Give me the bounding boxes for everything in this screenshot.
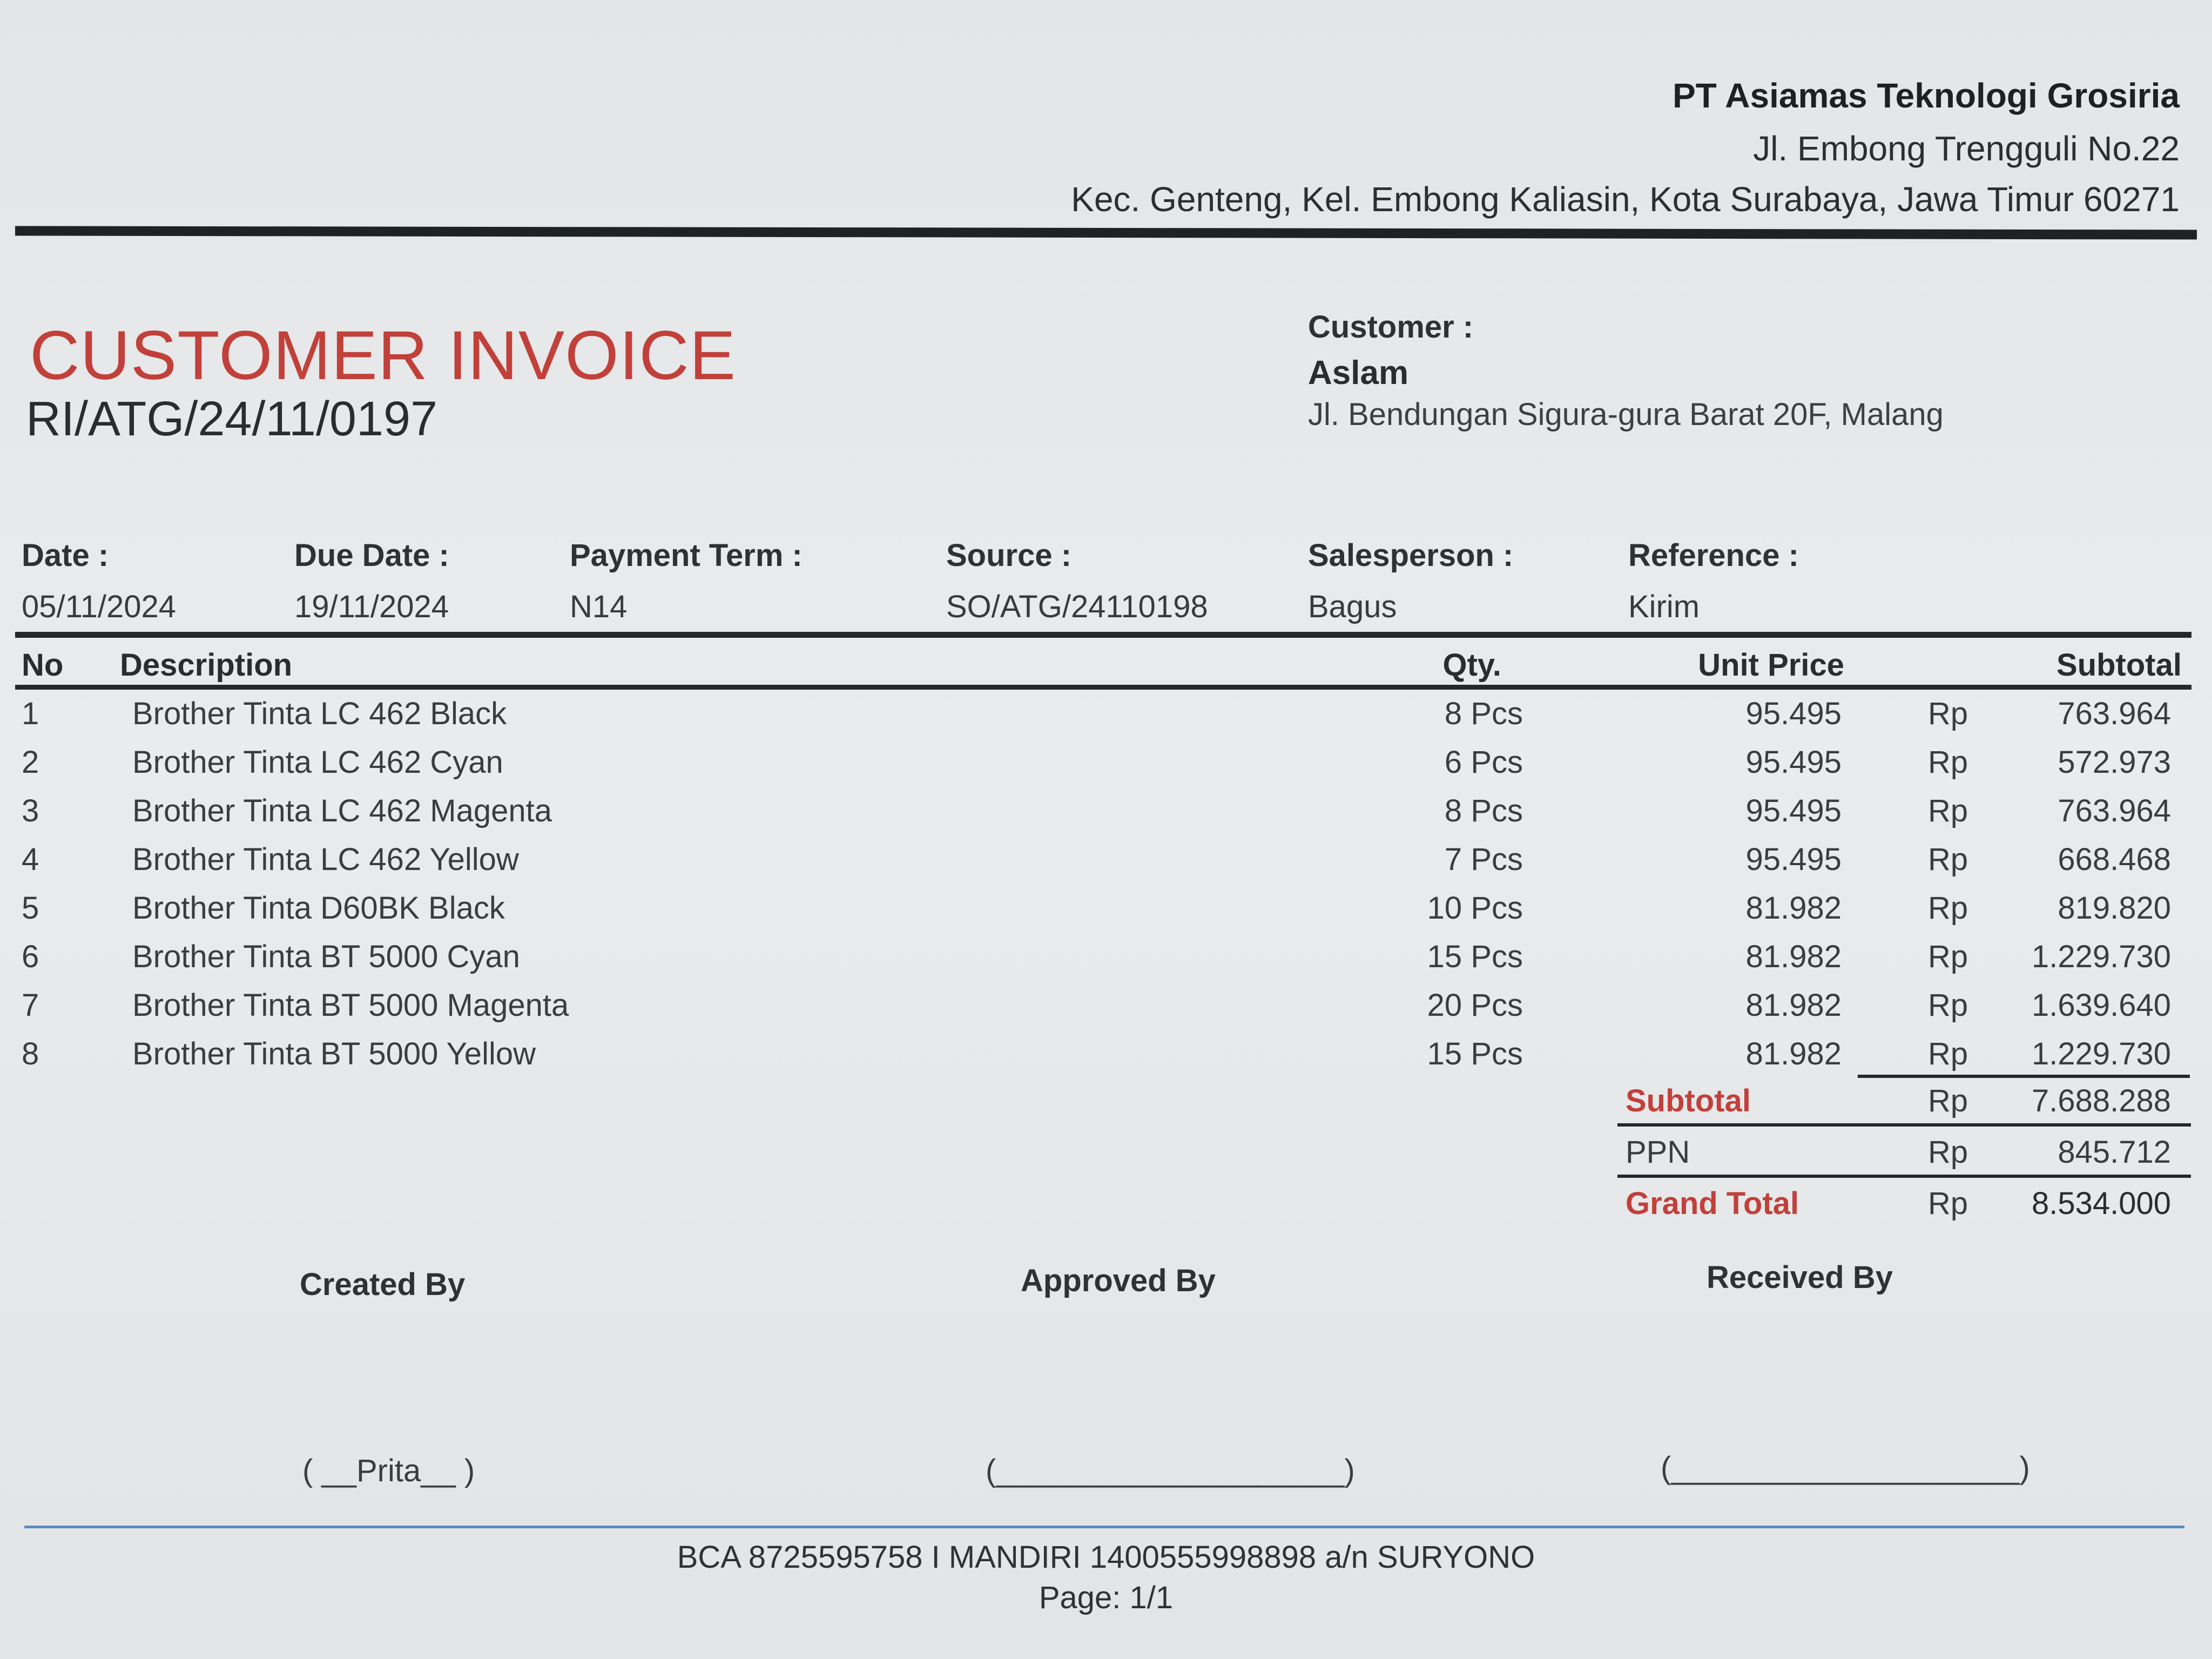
table-row [0, 939, 2212, 987]
row-qty [1404, 841, 1523, 878]
row-qty-value: 15 [1427, 1036, 1462, 1071]
row-number: 1 [22, 696, 39, 731]
row-number: 3 [22, 793, 39, 828]
row-currency: Rp [1928, 696, 1968, 731]
row-subtotal: 1.229.730 [2031, 1036, 2171, 1071]
column-header-subtotal: Subtotal [2056, 648, 2182, 683]
created-by-name: ( __Prita__ ) [302, 1453, 475, 1488]
row-description: Brother Tinta BT 5000 Cyan [132, 939, 520, 974]
received-by-label: Received By [1707, 1260, 1893, 1295]
row-qty [1404, 1036, 1523, 1072]
salesperson-value: Bagus [1308, 589, 1397, 624]
customer-label: Customer : [1308, 309, 1474, 345]
row-number: 2 [22, 745, 39, 780]
column-header-no: No [22, 648, 64, 683]
row-description: Brother Tinta LC 462 Black [132, 696, 507, 731]
row-currency: Rp [1928, 988, 1968, 1023]
row-qty-value: 20 [1427, 988, 1462, 1023]
row-qty [1404, 890, 1523, 926]
due-date-label: Due Date : [294, 538, 449, 573]
row-uom: Pcs [1471, 745, 1523, 780]
grand-total-row [0, 1185, 2212, 1234]
table-row [0, 744, 2212, 793]
row-subtotal: 572.973 [2058, 745, 2171, 780]
row-subtotal: 668.468 [2058, 842, 2171, 877]
created-by-label: Created By [300, 1267, 466, 1302]
salesperson-label: Salesperson : [1308, 538, 1514, 573]
customer-address: Jl. Bendungan Sigura-gura Barat 20F, Malang [1308, 397, 1944, 432]
row-description: Brother Tinta BT 5000 Yellow [132, 1036, 536, 1071]
subtotal-divider [1858, 1075, 2190, 1078]
row-unit-price: 95.495 [1745, 842, 1842, 877]
row-uom: Pcs [1471, 988, 1523, 1023]
row-unit-price: 81.982 [1745, 939, 1842, 974]
row-uom: Pcs [1471, 939, 1523, 974]
row-number: 8 [22, 1036, 39, 1071]
subtotal-value: 7.688.288 [2031, 1083, 2171, 1118]
row-unit-price: 81.982 [1745, 891, 1842, 926]
row-subtotal: 1.639.640 [2031, 988, 2171, 1023]
table-row [0, 696, 2212, 744]
row-description: Brother Tinta LC 462 Yellow [132, 842, 519, 877]
row-subtotal: 1.229.730 [2031, 939, 2171, 974]
row-unit-price: 95.495 [1745, 793, 1842, 828]
row-qty [1404, 939, 1523, 975]
column-header-description: Description [120, 648, 293, 683]
row-number: 5 [22, 891, 39, 926]
row-uom: Pcs [1471, 891, 1523, 926]
row-qty [1404, 793, 1523, 829]
row-uom: Pcs [1471, 793, 1523, 828]
column-header-qty: Qty. [1442, 648, 1501, 683]
table-row [0, 890, 2212, 939]
row-qty [1404, 987, 1523, 1023]
company-address-line2: Kec. Genteng, Kel. Embong Kaliasin, Kota Surabaya, Jawa Timur 60271 [1071, 180, 2180, 219]
grand-total-label: Grand Total [1626, 1186, 1799, 1221]
page-number: Page: 1/1 [1038, 1580, 1174, 1615]
row-subtotal: 763.964 [2058, 696, 2171, 731]
grand-total-currency: Rp [1928, 1186, 1968, 1221]
grand-total-value: 8.534.000 [2031, 1186, 2171, 1221]
row-description: Brother Tinta BT 5000 Magenta [132, 988, 569, 1023]
subtotal-currency: Rp [1928, 1083, 1968, 1118]
tax-value: 845.712 [2058, 1135, 2171, 1170]
row-number: 4 [22, 842, 39, 877]
row-qty [1404, 744, 1523, 780]
source-value: SO/ATG/24110198 [946, 589, 1208, 624]
header-divider [15, 226, 2197, 239]
row-uom: Pcs [1471, 696, 1523, 731]
row-number: 7 [22, 988, 39, 1023]
payment-term-value: N14 [570, 589, 628, 624]
row-qty-value: 8 [1444, 696, 1462, 731]
grand-total-divider [1617, 1175, 2191, 1178]
row-number: 6 [22, 939, 39, 974]
row-subtotal: 763.964 [2058, 793, 2171, 828]
source-label: Source : [946, 538, 1072, 573]
row-description: Brother Tinta LC 462 Cyan [132, 745, 503, 780]
row-currency: Rp [1928, 842, 1968, 877]
date-label: Date : [22, 538, 109, 573]
table-header-divider [15, 685, 2191, 690]
row-currency: Rp [1928, 745, 1968, 780]
row-currency: Rp [1928, 1036, 1968, 1071]
date-value: 05/11/2024 [22, 589, 176, 624]
row-qty-value: 15 [1427, 939, 1462, 974]
tax-label: PPN [1626, 1135, 1690, 1170]
received-by-name: (____________________) [1661, 1451, 2030, 1486]
customer-name: Aslam [1308, 354, 1409, 392]
row-description: Brother Tinta LC 462 Magenta [132, 793, 552, 828]
payment-term-label: Payment Term : [570, 538, 802, 573]
company-address-line1: Jl. Embong Trengguli No.22 [1753, 129, 2180, 168]
row-qty-value: 6 [1444, 745, 1462, 780]
row-subtotal: 819.820 [2058, 891, 2171, 926]
row-qty-value: 7 [1444, 842, 1462, 877]
row-currency: Rp [1928, 939, 1968, 974]
table-row [0, 841, 2212, 890]
due-date-value: 19/11/2024 [294, 589, 449, 624]
tax-divider [1617, 1123, 2191, 1127]
approved-by-name: (____________________) [986, 1453, 1355, 1488]
row-qty-value: 8 [1444, 793, 1462, 828]
footer-divider [24, 1526, 2184, 1528]
reference-value: Kirim [1628, 589, 1700, 624]
subtotal-label: Subtotal [1626, 1083, 1751, 1118]
row-currency: Rp [1928, 891, 1968, 926]
document-title: CUSTOMER INVOICE [30, 317, 736, 394]
row-currency: Rp [1928, 793, 1968, 828]
row-unit-price: 81.982 [1745, 988, 1842, 1023]
company-name: PT Asiamas Teknologi Grosiria [1673, 76, 2180, 115]
row-unit-price: 95.495 [1745, 696, 1842, 731]
bank-info: BCA 8725595758 I MANDIRI 1400555998898 a/n SURYONO [677, 1540, 1535, 1575]
row-uom: Pcs [1471, 1036, 1523, 1071]
meta-divider [15, 632, 2191, 638]
row-qty-value: 10 [1427, 891, 1462, 926]
table-row [0, 793, 2212, 841]
row-uom: Pcs [1471, 842, 1523, 877]
row-qty [1404, 696, 1523, 732]
row-description: Brother Tinta D60BK Black [132, 891, 505, 926]
column-header-unit-price: Unit Price [1698, 648, 1844, 683]
approved-by-label: Approved By [1021, 1263, 1216, 1298]
row-unit-price: 81.982 [1745, 1036, 1842, 1071]
reference-label: Reference : [1628, 538, 1799, 573]
table-row [0, 987, 2212, 1036]
row-unit-price: 95.495 [1745, 745, 1842, 780]
invoice-number: RI/ATG/24/11/0197 [26, 392, 438, 446]
tax-currency: Rp [1928, 1135, 1968, 1170]
